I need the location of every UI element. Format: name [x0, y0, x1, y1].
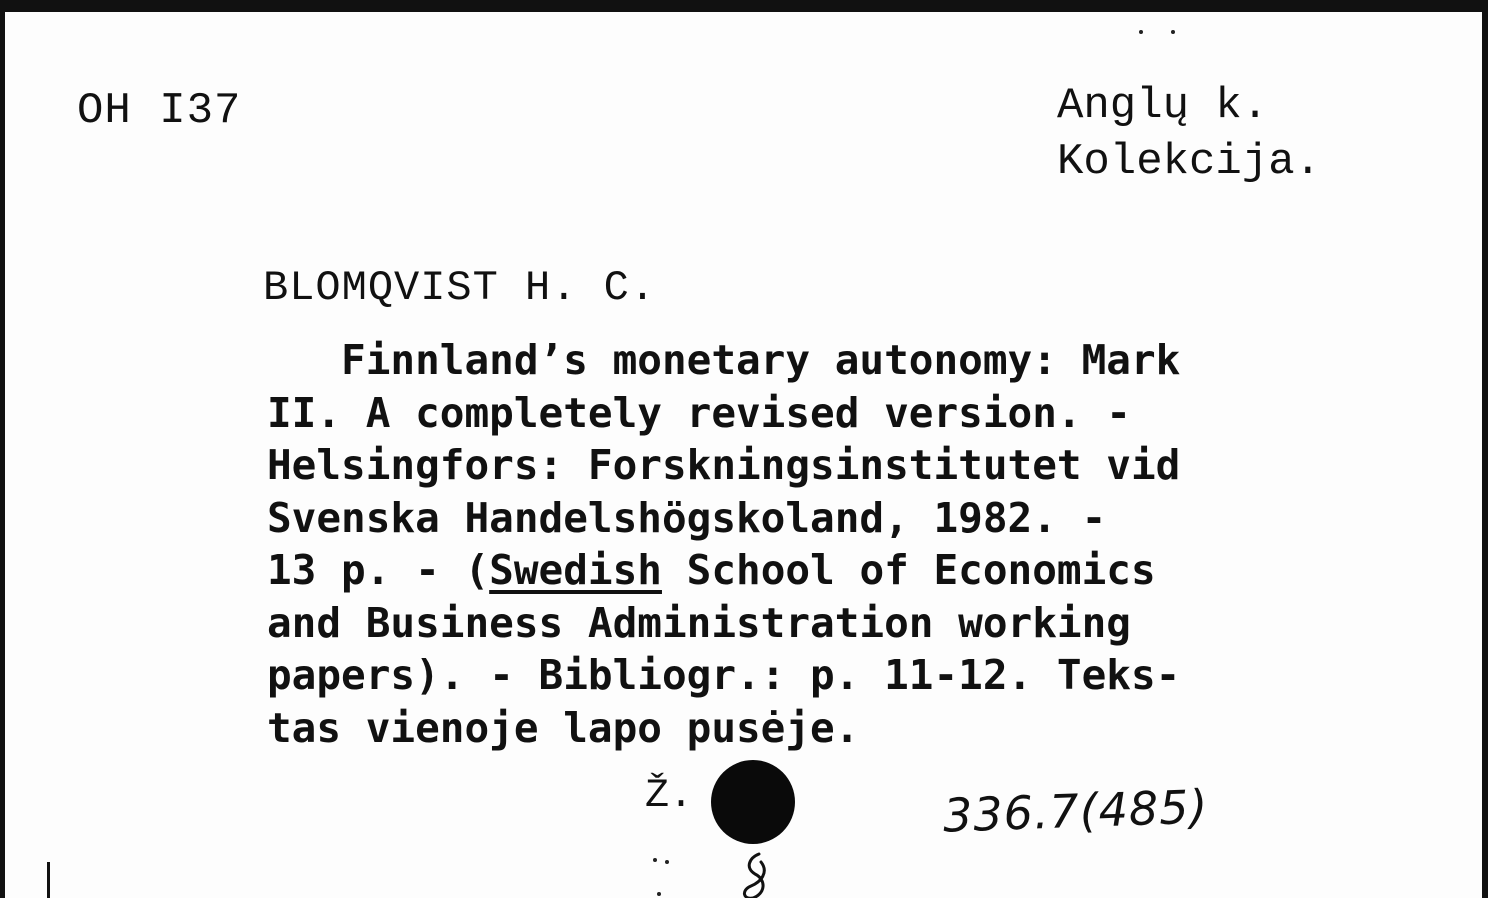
location-mark: Ž. [645, 774, 694, 819]
underlined-word: Swedish [489, 546, 662, 594]
bibliographic-description [267, 334, 1447, 754]
description-text: School of Economics [661, 546, 1156, 594]
classification-number: 336.7(485) [942, 779, 1210, 843]
speck [1171, 30, 1175, 34]
punch-hole [711, 760, 795, 844]
description-line: and Business Administration working [267, 598, 1131, 647]
description-line: Helsingfors: Forskningsinstitutet vid [267, 441, 1181, 489]
collection-language: Anglų k. [1057, 81, 1269, 131]
description-line: papers). - Bibliogr.: p. 11-12. Teks- [267, 651, 1181, 699]
description-line: tas vienoje lapo pusėje. [267, 703, 860, 752]
description-line: Svenska Handelshögskoland, 1982. - [267, 493, 1107, 542]
speck [657, 892, 661, 896]
author-heading: BLOMQVIST H. C. [263, 264, 657, 312]
description-line: II. A completely revised version. - [267, 388, 1131, 437]
call-number: OH I37 [77, 86, 242, 136]
speck [1139, 30, 1143, 34]
collection-note [1057, 78, 1321, 190]
collection-label: Kolekcija. [1057, 137, 1322, 187]
edge-mark [47, 862, 50, 898]
handwritten-mark-icon [731, 848, 781, 898]
speck [665, 860, 669, 864]
description-line: Finnland’s monetary autonomy: Mark [267, 336, 1181, 384]
speck [1483, 572, 1487, 576]
description-line [267, 544, 1447, 597]
speck [653, 858, 657, 862]
description-text: 13 p. - ( [267, 546, 490, 594]
